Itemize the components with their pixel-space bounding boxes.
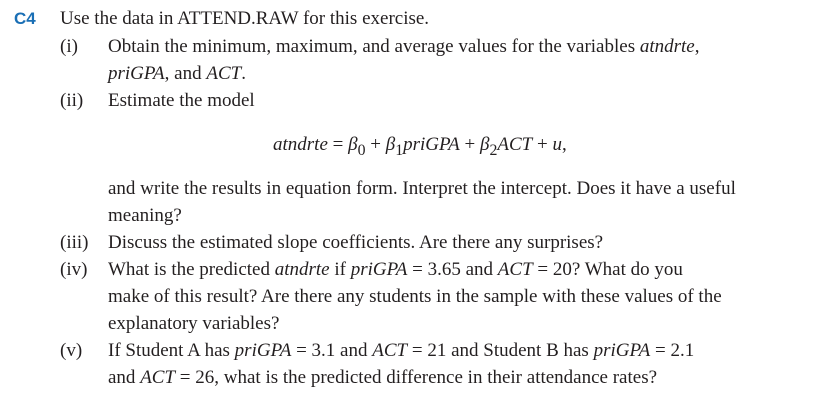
part-iii-marker: (iii) xyxy=(60,232,89,253)
part-i-line-1: Obtain the minimum, maximum, and average values for the variables atndrte, xyxy=(108,36,700,57)
part-iv-line-2: make of this result? Are there any students in the sample with these values of the xyxy=(108,286,722,307)
part-iii-line-1: Discuss the estimated slope coefficients. Are there any surprises? xyxy=(108,232,604,253)
model-equation: atndrte = $\beta_0$ + $\beta_1priGPA + \beta_2ACT + u$, xyxy=(273,134,567,159)
part-iv-line-3: explanatory variables? xyxy=(108,313,280,334)
part-i-line-2: priGPA, and ACT. xyxy=(108,63,246,84)
part-iv-line-1: What is the predicted atndrte if priGPA = 3.65 and ACT = 20? What do you xyxy=(108,259,683,280)
exercise-intro: Use the data in ATTEND.RAW for this exercise. xyxy=(60,8,430,29)
part-v-marker: (v) xyxy=(60,340,83,361)
exercise-label: C4 xyxy=(14,9,36,28)
part-ii-line-1: Estimate the model xyxy=(108,90,255,111)
part-ii-line-3: meaning? xyxy=(108,205,182,226)
part-ii-marker: (ii) xyxy=(60,90,84,111)
part-i-marker: (i) xyxy=(60,36,78,57)
part-v-line-1: If Student A has priGPA = 3.1 and ACT = 21 and Student B has priGPA = 2.1 xyxy=(108,340,695,361)
part-iv-marker: (iv) xyxy=(60,259,88,280)
part-v-line-2: and ACT = 26, what is the predicted difference in their attendance rates? xyxy=(108,367,658,388)
part-ii-line-2: and write the results in equation form. Interpret the intercept. Does it have a useful xyxy=(108,178,736,199)
